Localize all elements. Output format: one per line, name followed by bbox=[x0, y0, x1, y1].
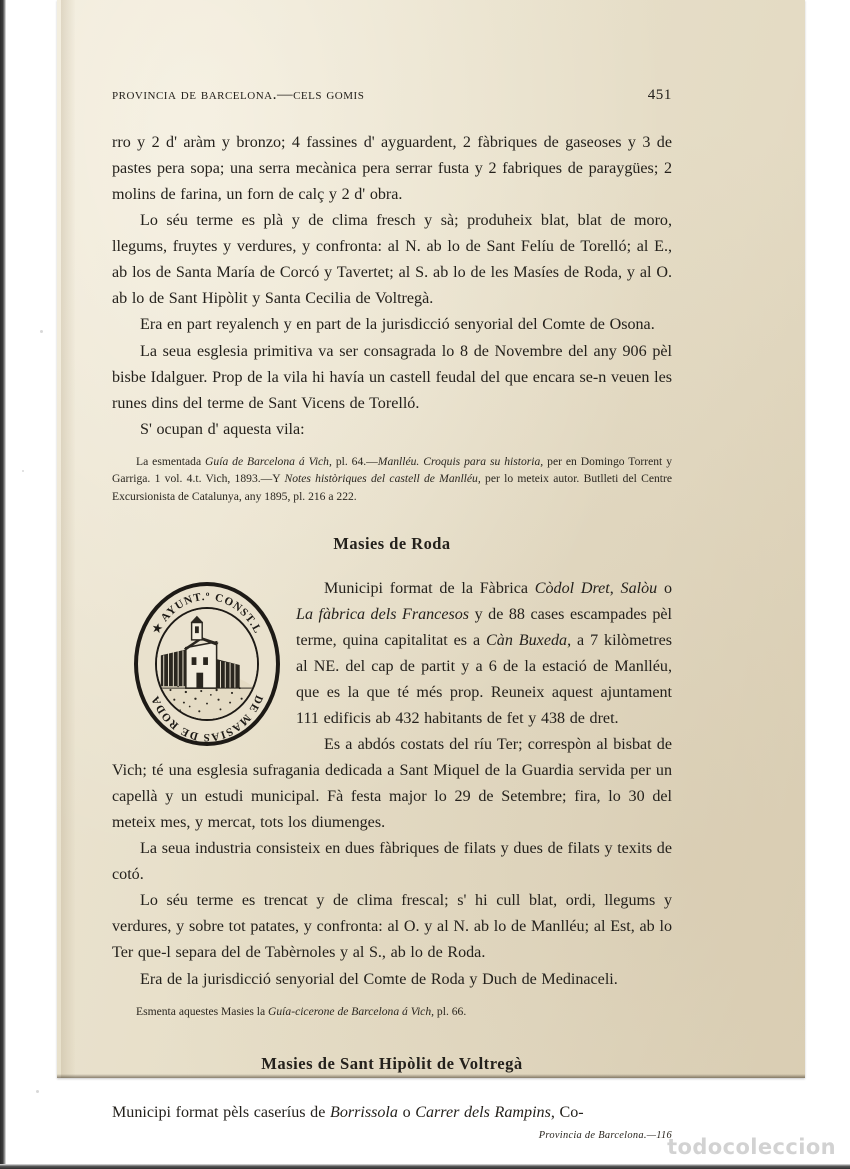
dust-speck bbox=[22, 470, 24, 472]
muni-text-4: y de 88 cases escampades pèl terme, quina capitalitat es a bbox=[296, 605, 672, 649]
note-title-croquis: Manlléu. Croquis para su historia, bbox=[377, 454, 544, 468]
paragraph-esglesia-primitiva: La seua esglesia primitiva va ser consagrada lo 8 de Novembre del any 906 pèl bisbe Idalguer. Prop de la vila hi havía un castell feudal del que encara se-n veuen les runes dins del terme de Sant Vicens de Torelló. bbox=[112, 342, 672, 412]
section-heading-masies-de-roda: Masies de Roda bbox=[333, 533, 451, 553]
hip-text-3: , Co- bbox=[550, 1104, 584, 1122]
site-watermark: todocoleccion bbox=[667, 1135, 836, 1159]
paragraph-terme-manlleu: Lo séu terme es plà y de clima fresch y sà; produheix blat, blat de moro, llegums, fruytes y verdures, y confronta: al N. ab lo de Sant Felíu de Torelló; al E., ab los de Santa María de Corcó y Tavertet; al S. ab lo de les Masíes de Roda, y al O. ab lo de Sant Hipòlit y Santa Cecilia de Voltregà. bbox=[112, 212, 672, 308]
note-mid-1: pl. 64.— bbox=[331, 454, 378, 468]
note-mid-2: per en Domingo Torrent y Garriga. 1 vol. 4.t. Vich, 1893.—Y bbox=[112, 454, 672, 486]
paragraph-continued: rro y 2 d' aràm y bronzo; 4 fassines d' ayguardent, 2 fàbriques de gaseoses y 3 de pastes pera sopa; una serra mecànica pera serrar fusta y 2 fabriques de paraygües; 2 molins de farina, un forn de calç y 2 d' obra. bbox=[112, 134, 672, 204]
paragraph-jurisdiccio-medinaceli: Era de la jurisdicció senyorial del Comte de Roda y Duch de Medinaceli. bbox=[140, 970, 618, 988]
muni-text-2: , bbox=[609, 579, 621, 597]
scanner-bottom-edge bbox=[0, 1164, 850, 1169]
place-borrissola: Borrissola bbox=[329, 1104, 398, 1122]
scanner-left-edge bbox=[0, 0, 6, 1169]
place-fabrica-francesos: La fàbrica dels Francesos bbox=[296, 605, 470, 623]
dust-speck bbox=[36, 1090, 39, 1093]
bibliographic-note-roda bbox=[112, 1003, 672, 1021]
note-lead: La esmentada bbox=[136, 454, 206, 468]
paragraph-riu-ter: Es a abdós costats del ríu Ter; correspòn al bisbat de Vich; té una esglesia sufragania dedicada a Sant Miquel de la Guardia servida per un capellà y un estudi municipal. Fà festa major lo 29 de Setembre; fira, lo 30 del meteix mes, y mercat, tots los diumenges. bbox=[112, 735, 672, 832]
note-title-notes-historiques: Notes històriques del castell de Manlléu, bbox=[284, 472, 481, 486]
paragraph-terme-trencat: Lo séu terme es trencat y de clima frescal; s' hi cull blat, ordi, llegums y verdures, y sobre tot patates, y confronta: al O. y al N. ab lo de Manlléu; al Est, ab lo Ter que-l separa del de Tabèrnoles y al S., ab lo de Roda. bbox=[112, 892, 672, 962]
hip-text-1: Municipi format pèls caseríus de bbox=[112, 1104, 330, 1122]
place-codol-dret: Còdol Dret bbox=[534, 579, 610, 597]
seal-legend bbox=[134, 582, 280, 746]
running-head bbox=[112, 86, 672, 104]
muni-text-5: , a 7 kilòmetres al NE. del cap de partit y a 6 de la estació de Manlléu, que es la que té més prop. Reuneix aquest ajuntament 111 edificis ab 432 habitants de fet y 438 de dret. bbox=[296, 631, 672, 727]
note-title-guia: Guía de Barcelona á Vich, bbox=[205, 454, 332, 468]
seal-legend-bottom: DE MASIAS DE RODA bbox=[149, 692, 265, 743]
paragraph-industria: La seua industria consisteix en dues fàbriques de filats y dues de filats y texits de cotó. bbox=[112, 840, 672, 884]
place-salou: Salòu bbox=[620, 579, 658, 597]
note-roda-title: Guía-cicerone de Barcelona á Vich, bbox=[268, 1004, 435, 1018]
dust-speck bbox=[40, 330, 43, 333]
muni-text-1: Municipi format de la Fàbrica bbox=[324, 579, 535, 597]
page-folio-number: 451 bbox=[647, 87, 672, 103]
muni-text-3: o bbox=[657, 579, 672, 597]
municipal-seal-figure bbox=[134, 582, 284, 748]
signature-colophon: Provincia de Barcelona.—116 bbox=[538, 1130, 672, 1142]
paragraph-municipi-hipolit bbox=[112, 1100, 672, 1126]
page-text-column bbox=[112, 86, 672, 1141]
bibliographic-note-manlleu bbox=[112, 453, 672, 506]
note-roda-tail: pl. 66. bbox=[434, 1004, 467, 1018]
running-head-title: provincia de barcelona.—cels gomis bbox=[112, 86, 365, 103]
paragraph-jurisdiccio-osona: Era en part reyalench y en part de la jurisdicció senyorial del Comte de Osona. bbox=[140, 316, 655, 334]
page-gutter-shading bbox=[61, 0, 75, 1078]
seal-legend-top: ★ AYUNT.º CONST.L bbox=[150, 590, 264, 636]
place-can-buxeda: Càn Buxeda bbox=[486, 631, 568, 649]
hip-text-2: o bbox=[397, 1104, 416, 1122]
section-heading-masies-sant-hipolit: Masies de Sant Hipòlit de Voltregà bbox=[261, 1054, 523, 1074]
note-roda-lead: Esmenta aquestes Masies la bbox=[136, 1004, 269, 1018]
note-tail: per lo meteix autor. Butlleti del Centre Excursionista de Catalunya, any 1895, pl. 216 a 222. bbox=[112, 472, 673, 503]
place-carrer-rampins: Carrer dels Rampins bbox=[415, 1104, 551, 1122]
paragraph-socupan: S' ocupan d' aquesta vila: bbox=[140, 420, 305, 438]
section-roda-body bbox=[112, 576, 672, 837]
